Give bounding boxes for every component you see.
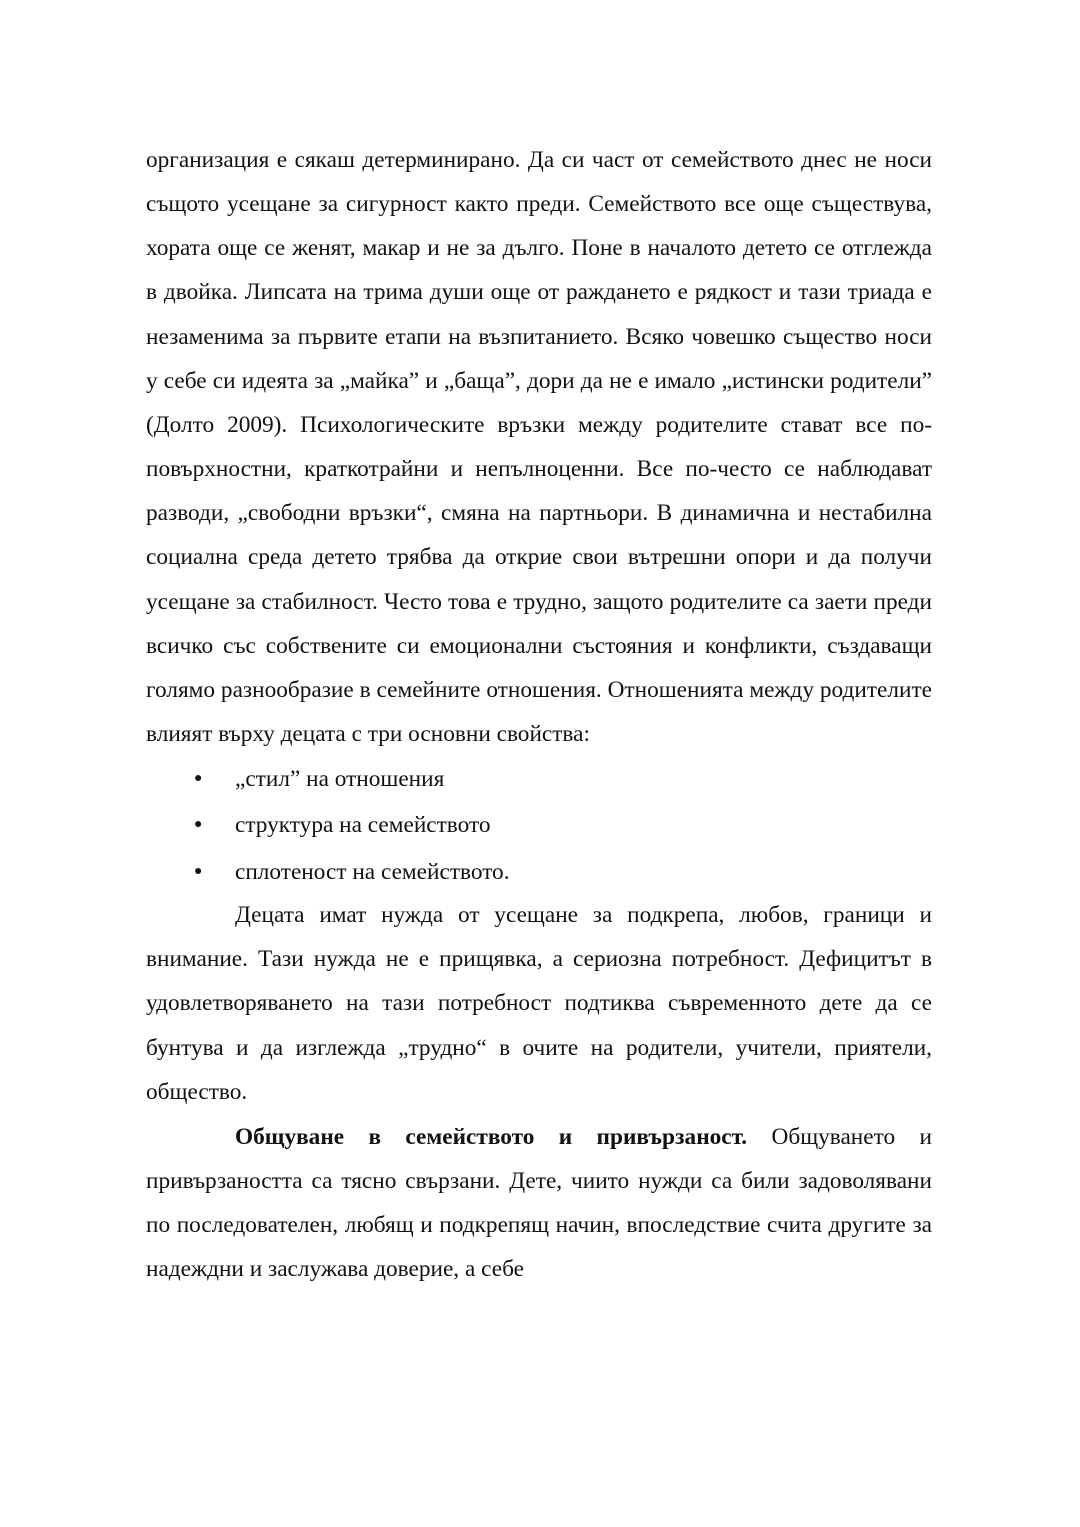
section-heading: Общуване в семейството и привързаност. (235, 1123, 748, 1150)
bullet-icon: ● (194, 817, 203, 833)
bullet-list-family-properties (146, 756, 932, 895)
list-item-text: „стил” на отношения (235, 766, 445, 793)
paragraph-text: Общуването и привързаността са тясно свързани. Дете, чиито нужди са били задоволявани по последователен, любящ и подкрепящ начин, впоследствие счита другите за надеждни и заслужава доверие, а себе (146, 1123, 932, 1283)
paragraph-communication-attachment (146, 1115, 932, 1292)
bullet-icon: ● (194, 771, 203, 787)
paragraph-children-needs: Децата имат нужда от усещане за подкрепа, любов, граници и внимание. Тази нужда не е прищявка, а сериозна потребност. Дефицитът в удовлетворяването на тази потребност подтиква съвременното дете да се бунтува и да изглежда „трудно“ в очите на родители, учители, приятели, общество. (146, 902, 932, 1105)
list-item-text: сплотеност на семейството. (235, 858, 510, 885)
bullet-icon: ● (194, 863, 203, 879)
document-body (146, 138, 932, 1291)
list-item (146, 756, 932, 802)
paragraph-family-relations: организация е сякаш детерминирано. Да си част от семейството днес не носи същото усещане за сигурност както преди. Семейството все още съществува, хората още се женят, макар и не за дълго. Поне в началото детето се отглежда в двойка. Липсата на трима души още от раждането е рядкост и тази триада е незаменима за първите етапи на възпитанието. Всяко човешко същество носи у себе си идеята за „майка” и „баща”, дори да не е имало „истински родители” (Долто 2009). Психологическите връзки между родителите стават все по-повърхностни, краткотрайни и непълноценни. Все по-често се наблюдават разводи, „свободни връзки“, смяна на партньори. В динамична и нестабилна социална среда детето трябва да открие свои вътрешни опори и да получи усещане за стабилност. Често това е трудно, защото родителите са заети преди всичко със собствените си емоционални състояния и конфликти, създаващи голямо разнообразие в семейните отношения. Отношенията между родителите влияят върху децата с три основни свойства: (146, 147, 932, 748)
list-item (146, 849, 932, 895)
list-item (146, 802, 932, 848)
list-item-text: структура на семейството (235, 812, 491, 839)
